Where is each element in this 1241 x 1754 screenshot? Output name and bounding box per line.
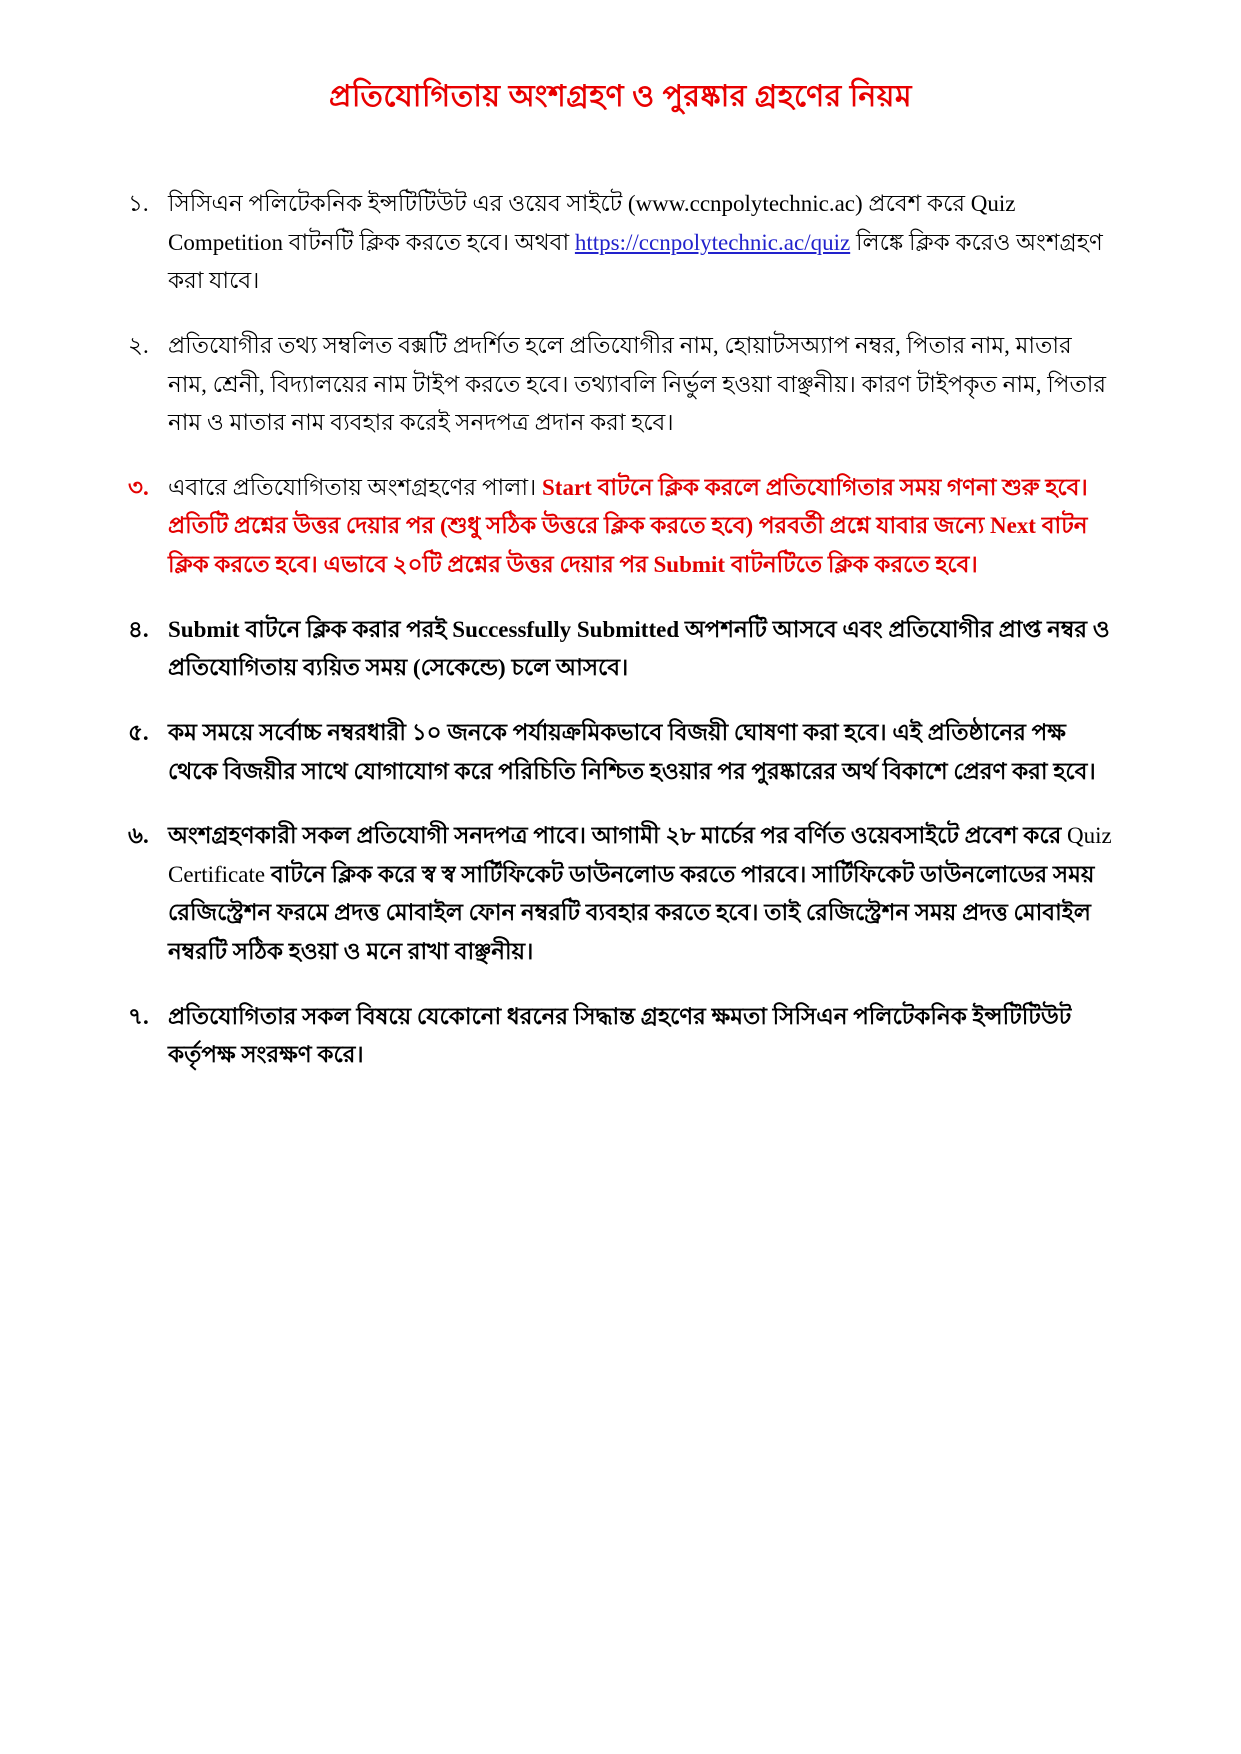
- rule-item: [128, 327, 1113, 443]
- rule-item: [128, 611, 1113, 688]
- rule-number: ২.: [128, 332, 149, 358]
- rule-text-segment: Quiz Certificate: [168, 823, 1112, 887]
- rule-text-segment: Successfully Submitted: [452, 616, 680, 642]
- rule-text-segment: কম সময়ে সর্বোচ্চ নম্বরধারী ১০ জনকে পর্যায়ক্রমিকভাবে বিজয়ী ঘোষণা করা হবে। এই প্রতিষ্ঠানের পক্ষ থেকে বিজয়ীর সাথে যোগাযোগ করে পরিচিতি নিশ্চিত হওয়ার পর পুরষ্কারের অর্থ বিকাশে প্রেরণ করা হবে।: [168, 719, 1096, 784]
- rule-text-segment: সিসিএন পলিটেকনিক ইন্সটিটিউট এর ওয়েব সাইটে: [168, 191, 628, 216]
- rule-text-segment: (www.ccnpolytechnic.ac): [627, 191, 863, 216]
- rule-item: [128, 714, 1113, 791]
- rule-text-segment: লিঙ্কে ক্লিক করেও অংশগ্রহণ করা যাবে।: [168, 229, 1103, 294]
- rule-text: [168, 714, 1113, 791]
- rule-number: ৭.: [128, 1003, 149, 1029]
- rule-text-segment: Submit: [168, 616, 240, 642]
- rule-text-segment: বাটন ক্লিক করতে হবে। এভাবে ২০টি প্রশ্নের উত্তর দেয়ার পর: [168, 513, 1088, 577]
- rule-text: [168, 998, 1113, 1075]
- rule-text-segment: প্রতিযোগীর তথ্য সম্বলিত বক্সটি প্রদর্শিত হলে প্রতিযোগীর নাম, হোয়াটসঅ্যাপ নম্বর, পিতার নাম, মাতার নাম, শ্রেনী, বিদ্যালয়ের নাম টাইপ করতে হবে। তথ্যাবলি নির্ভুল হওয়া বাঞ্ছনীয়। কারণ টাইপকৃত নাম, পিতার নাম ও মাতার নাম ব্যবহার করেই সনদপত্র প্রদান করা হবে।: [168, 332, 1107, 436]
- rule-text-segment: প্রবেশ করে: [862, 191, 971, 216]
- rule-text-segment: বাটনটিতে ক্লিক করতে হবে।: [725, 552, 978, 577]
- rule-number: ৫.: [128, 719, 149, 745]
- rule-text-segment: Submit: [653, 552, 726, 577]
- rule-text: [168, 469, 1113, 585]
- rule-text-segment: বাটনে ক্লিক করলে প্রতিযোগিতার সময় গণনা শুরু হবে। প্রতিটি প্রশ্নের উত্তর দেয়ার পর (শুধু সঠিক উত্তরে ক্লিক করতে হবে) পরবর্তী প্রশ্নে যাবার জন্যে: [168, 474, 1088, 539]
- rule-text-segment: বাটনটি ক্লিক করতে হবে। অথবা: [283, 229, 575, 255]
- rule-text-segment: অপশনটি আসবে এবং প্রতিযোগীর প্রাপ্ত নম্বর ও প্রতিযোগিতায় ব্যয়িত সময় (সেকেন্ডে) চলে আসবে।: [168, 616, 1110, 681]
- rules-list: [128, 185, 1113, 1075]
- rule-number: ৪.: [128, 616, 149, 642]
- rule-item: [128, 469, 1113, 585]
- rule-text-segment: Start: [542, 474, 592, 500]
- rule-text-segment: এবারে প্রতিযোগিতায় অংশগ্রহণের পালা।: [168, 474, 543, 500]
- rule-item: [128, 185, 1113, 301]
- quiz-link[interactable]: https://ccnpolytechnic.ac/quiz: [574, 229, 851, 255]
- rule-text-segment: অংশগ্রহণকারী সকল প্রতিযোগী সনদপত্র পাবে। আগামী ২৮ মার্চের পর বর্ণিত ওয়েবসাইটে প্রবেশ করে: [168, 823, 1067, 849]
- rule-text-segment: Quiz Competition: [168, 191, 1016, 255]
- rule-text-segment: বাটনে ক্লিক করার পরই: [239, 616, 453, 642]
- rule-text: [168, 817, 1113, 972]
- rule-text: [168, 611, 1113, 688]
- rule-number: ৩.: [128, 474, 149, 500]
- rule-item: [128, 998, 1113, 1075]
- rule-text-segment: প্রতিযোগিতার সকল বিষয়ে যেকোনো ধরনের সিদ্ধান্ত গ্রহণের ক্ষমতা সিসিএন পলিটেকনিক ইন্সটিটিউট কর্তৃপক্ষ সংরক্ষণ করে।: [168, 1003, 1072, 1068]
- rule-text: [168, 327, 1113, 443]
- rule-number: ৬.: [128, 823, 149, 849]
- rule-text-segment: বাটনে ক্লিক করে স্ব স্ব সার্টিফিকেট ডাউনলোড করতে পারবে। সার্টিফিকেট ডাউনলোডের সময় রেজিস্ট্রেশন ফরমে প্রদত্ত মোবাইল ফোন নম্বরটি ব্যবহার করতে হবে। তাই রেজিস্ট্রেশন সময় প্রদত্ত মোবাইল নম্বরটি সঠিক হওয়া ও মনে রাখা বাঞ্ছনীয়।: [168, 861, 1095, 964]
- page-title: প্রতিযোগিতায় অংশগ্রহণ ও পুরষ্কার গ্রহণের নিয়ম: [328, 80, 913, 113]
- rule-text-segment: Next: [989, 513, 1036, 539]
- rule-item: [128, 817, 1113, 972]
- rule-number: ১.: [128, 191, 149, 216]
- rule-text: [168, 185, 1113, 301]
